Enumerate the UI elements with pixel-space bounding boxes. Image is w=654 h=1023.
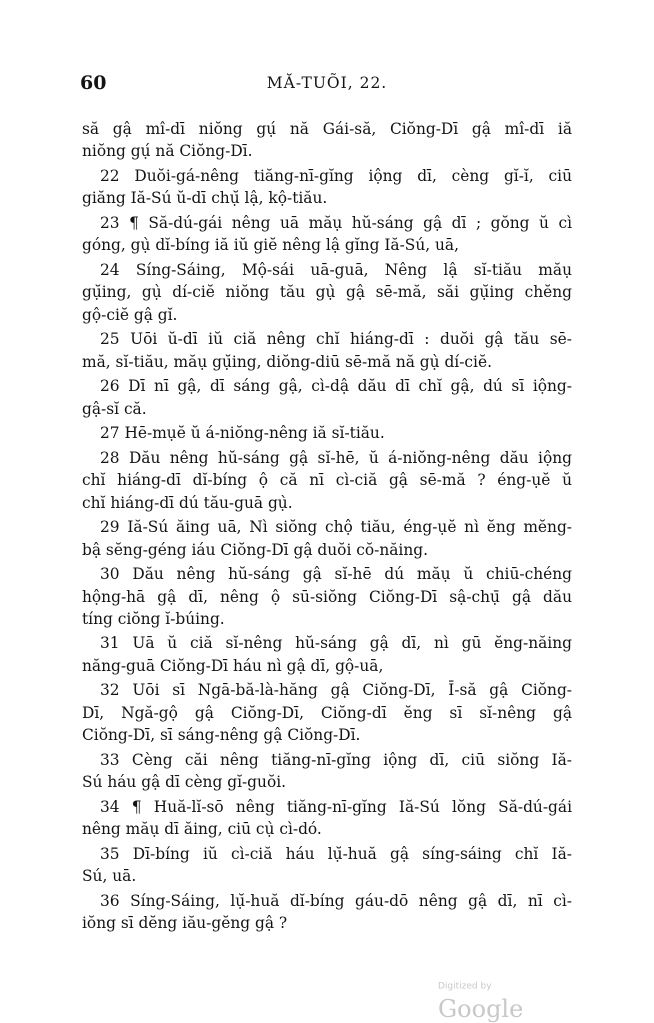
verse-22: 22 Duŏi-gá-nêng tiăng-nī-gĭng iộng dī, cèng gĭ-ĭ, ciū: [100, 166, 572, 185]
verse-29: 29 Iă-Sú ăing uā, Nì siŏng chộ tiău, éng-ụĕ nì ĕng mĕng-: [100, 518, 572, 537]
text-line: gụ̆ing, gụ̀ dí-ciĕ niŏng tău gụ̀ gậ sē-mă, săi gụ̆ing chĕng: [82, 283, 572, 302]
text-line: giăng Iă-Sú ŭ-dī chụ̆ lậ, kộ-tiău.: [82, 189, 328, 208]
text-line: iŏng sī dĕng iău-gĕng gậ ?: [82, 914, 288, 933]
text-line: Sú háu gậ dī cèng gĭ-guŏi.: [82, 773, 287, 792]
verse-33: 33 Cèng căi nêng tiăng-nī-gĭng iộng dī, ciū siŏng Iă-: [100, 750, 572, 769]
verse-31: 31 Uā ŭ ciă sĭ-nêng hŭ-sáng gậ dī, nì gū ĕng-năing: [100, 634, 572, 653]
verse-36: 36 Síng-Sáing, lụ̆-huă dĭ-bíng gáu-dō nêng gậ dī, nī cì-: [100, 891, 572, 910]
text-line: nêng măụ dī ăing, ciū cụ̀ cì-dó.: [82, 820, 322, 839]
running-head: MĂ-TUÕI, 22.: [266, 74, 388, 92]
text-line: gộ-ciĕ gậ gĭ.: [82, 305, 178, 324]
text-line: bậ sĕng-géng iáu Ciŏng-Dī gậ duŏi cŏ-năing.: [82, 540, 429, 559]
verse-26: 26 Dī nī gậ, dī sáng gậ, cì-dậ dău dī chĭ gậ, dú sī iộng-: [100, 377, 572, 396]
text-line: gậ-sĭ că.: [82, 399, 147, 418]
text-line: Sú, uā.: [82, 867, 137, 886]
page-header: [0, 72, 654, 102]
text-line: niŏng gụ́ nă Ciŏng-Dī.: [82, 142, 253, 161]
verse-24: 24 Síng-Sáing, Mộ-sái uā-guā, Nêng lậ sĭ-tiău măụ: [100, 260, 572, 279]
text-line: Dī, Ngă-gộ gậ Ciŏng-Dī, Ciŏng-dī ĕng sī sĭ-nêng gậ: [82, 703, 572, 722]
verse-34: 34 ¶ Huă-lĭ-sō nêng tiăng-nī-gĭng Iă-Sú lŏng Să-dú-gái: [100, 797, 572, 816]
text-line: să gậ mî-dī niŏng gụ́ nă Gái-să, Ciŏng-Dī gậ mî-dī iă: [82, 120, 572, 138]
watermark-prefix: Digitized by: [438, 981, 492, 992]
text-line: chĭ hiáng-dī dú tău-guā gụ̀.: [82, 493, 293, 512]
digitized-watermark: [438, 976, 578, 1023]
text-line: tíng ciŏng ĭ-búing.: [82, 609, 225, 628]
text-line: mă, sĭ-tiău, măụ gụ̆ing, diŏng-diū sē-mă nă gụ̀ dí-ciĕ.: [82, 352, 492, 371]
verse-32: 32 Uōi sī Ngā-bă-là-hăng gậ Ciŏng-Dī, Ī-să gậ Ciŏng-: [100, 681, 572, 700]
google-logo: Google: [438, 995, 524, 1023]
verse-28: 28 Dău nêng hŭ-sáng gậ sĭ-hē, ŭ á-niŏng-nêng dău iộng: [100, 448, 572, 467]
text-line: chĭ hiáng-dī dĭ-bíng ộ că nī cì-ciă gậ sē-mă ? éng-ụĕ ŭ: [82, 471, 572, 490]
body-text: [82, 118, 572, 934]
verse-27: 27 Hē-mụĕ ŭ á-niŏng-nêng iă sĭ-tiău.: [100, 424, 385, 443]
verse-30: 30 Dău nêng hŭ-sáng gậ sĭ-hē dú măụ ŭ chiū-chéng: [100, 565, 572, 584]
text-line: góng, gụ̀ dĭ-bíng iă iŭ giĕ nêng lậ gĭng Iă-Sú, uā,: [82, 236, 459, 255]
text-line: Ciŏng-Dī, sī sáng-nêng gậ Ciŏng-Dī.: [82, 726, 361, 745]
page-number: 60: [80, 72, 107, 94]
text-line: năng-guā Ciŏng-Dī háu nì gậ dī, gộ-uā,: [82, 656, 384, 675]
text-line: hộng-hā gậ dī, nêng ộ sū-siŏng Ciŏng-Dī sậ-chụ̄ gậ dău: [82, 587, 572, 606]
verse-35: 35 Dī-bíng iŭ cì-ciă háu lụ̆-huă gậ síng-sáing chĭ Iă-: [100, 844, 572, 863]
verse-23: 23 ¶ Să-dú-gái nêng uā măụ hŭ-sáng gậ dī ; gŏng ŭ cì: [100, 213, 572, 232]
verse-25: 25 Uōi ŭ-dī iŭ ciă nêng chĭ hiáng-dī : duŏi gậ tău sē-: [100, 330, 572, 349]
